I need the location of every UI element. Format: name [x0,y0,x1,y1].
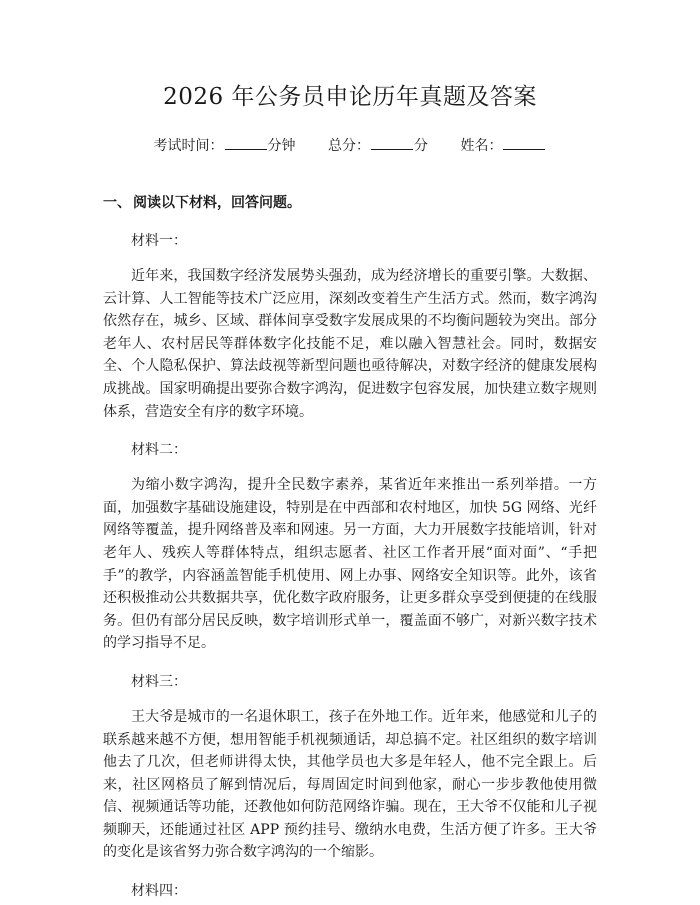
section-one-number: 一、 [103,195,131,211]
exam-time-unit: 分钟 [267,138,296,154]
material-three-text: 王大爷是城市的一名退休职工，孩子在外地工作。近年来，他感觉和儿子的联系越来越不方便，想用智能手机视频通话，却总搞不定。社区组织的数字培训他去了几次，但老师讲得太快，其他学员也大多是年轻人，他不完全跟上。后来，社区网格员了解到情况后，每周固定时间到他家，耐心一步步教他使用微信、视频通话等功能，还教他如何防范网络诈骗。现在，王大爷不仅能和儿子视频聊天，还能通过社区 APP 预约挂号、缴纳水电费，生活方便了许多。王大爷的变化是该省努力弥合数字鸿沟的一个缩影。 [103,708,597,861]
name-field [460,135,546,157]
material-two-text: 为缩小数字鸿沟，提升全民数字素养，某省近年来推出一系列举措。一方面，加强数字基础设施建设，特别是在中西部和农村地区，加快 5G 网络、光纤网络等覆盖，提升网络普及率和网速。另一方面，大力开展数字技能培训，针对老年人、残疾人等群体特点，组织志愿者、社区工作者开展“面对面”、“手把手”的教学，内容涵盖智能手机使用、网上办事、网络安全知识等。此外，该省还积极推动公共数据共享，优化数字政府服务，让更多群众享受到便捷的在线服务。但仍有部分居民反映，数字培训形式单一，覆盖面不够广，对新兴数字技术的学习指导不足。 [103,477,597,652]
exam-meta-row [103,135,597,157]
material-three-label: 材料三： [131,673,187,690]
section-one-heading [103,192,597,214]
material-two-label: 材料二： [131,442,187,459]
total-score-blank [371,135,413,150]
total-score-label: 总分： [328,138,370,154]
name-label: 姓名： [460,138,503,154]
total-score-unit: 分 [414,138,428,154]
material-one-label: 材料一： [131,233,187,249]
exam-time-label: 考试时间： [153,138,224,154]
total-score-field [328,135,428,157]
section-one-title: 阅读以下材料，回答问题。 [133,195,301,211]
name-blank [503,135,545,150]
material-four-label: 材料四： [131,883,187,900]
document-title: 2026 年公务员申论历年真题及答案 [163,84,537,110]
exam-time-blank [225,135,267,150]
material-one-text: 近年来，我国数字经济发展势头强劲，成为经济增长的重要引擎。大数据、云计算、人工智能等技术广泛应用，深刻改变着生产生活方式。然而，数字鸿沟依然存在，城乡、区域、群体间享受数字发展成果的不均衡问题较为突出。部分老年人、农村居民等群体数字化技能不足，难以融入智慧社会。同时，数据安全、个人隐私保护、算法歧视等新型问题也亟待解决，对数字经济的健康发展构成挑战。国家明确提出要弥合数字鸿沟，促进数字包容发展，加快建立数字规则体系，营造安全有序的数字环境。 [103,268,597,420]
exam-time-field [154,135,296,157]
